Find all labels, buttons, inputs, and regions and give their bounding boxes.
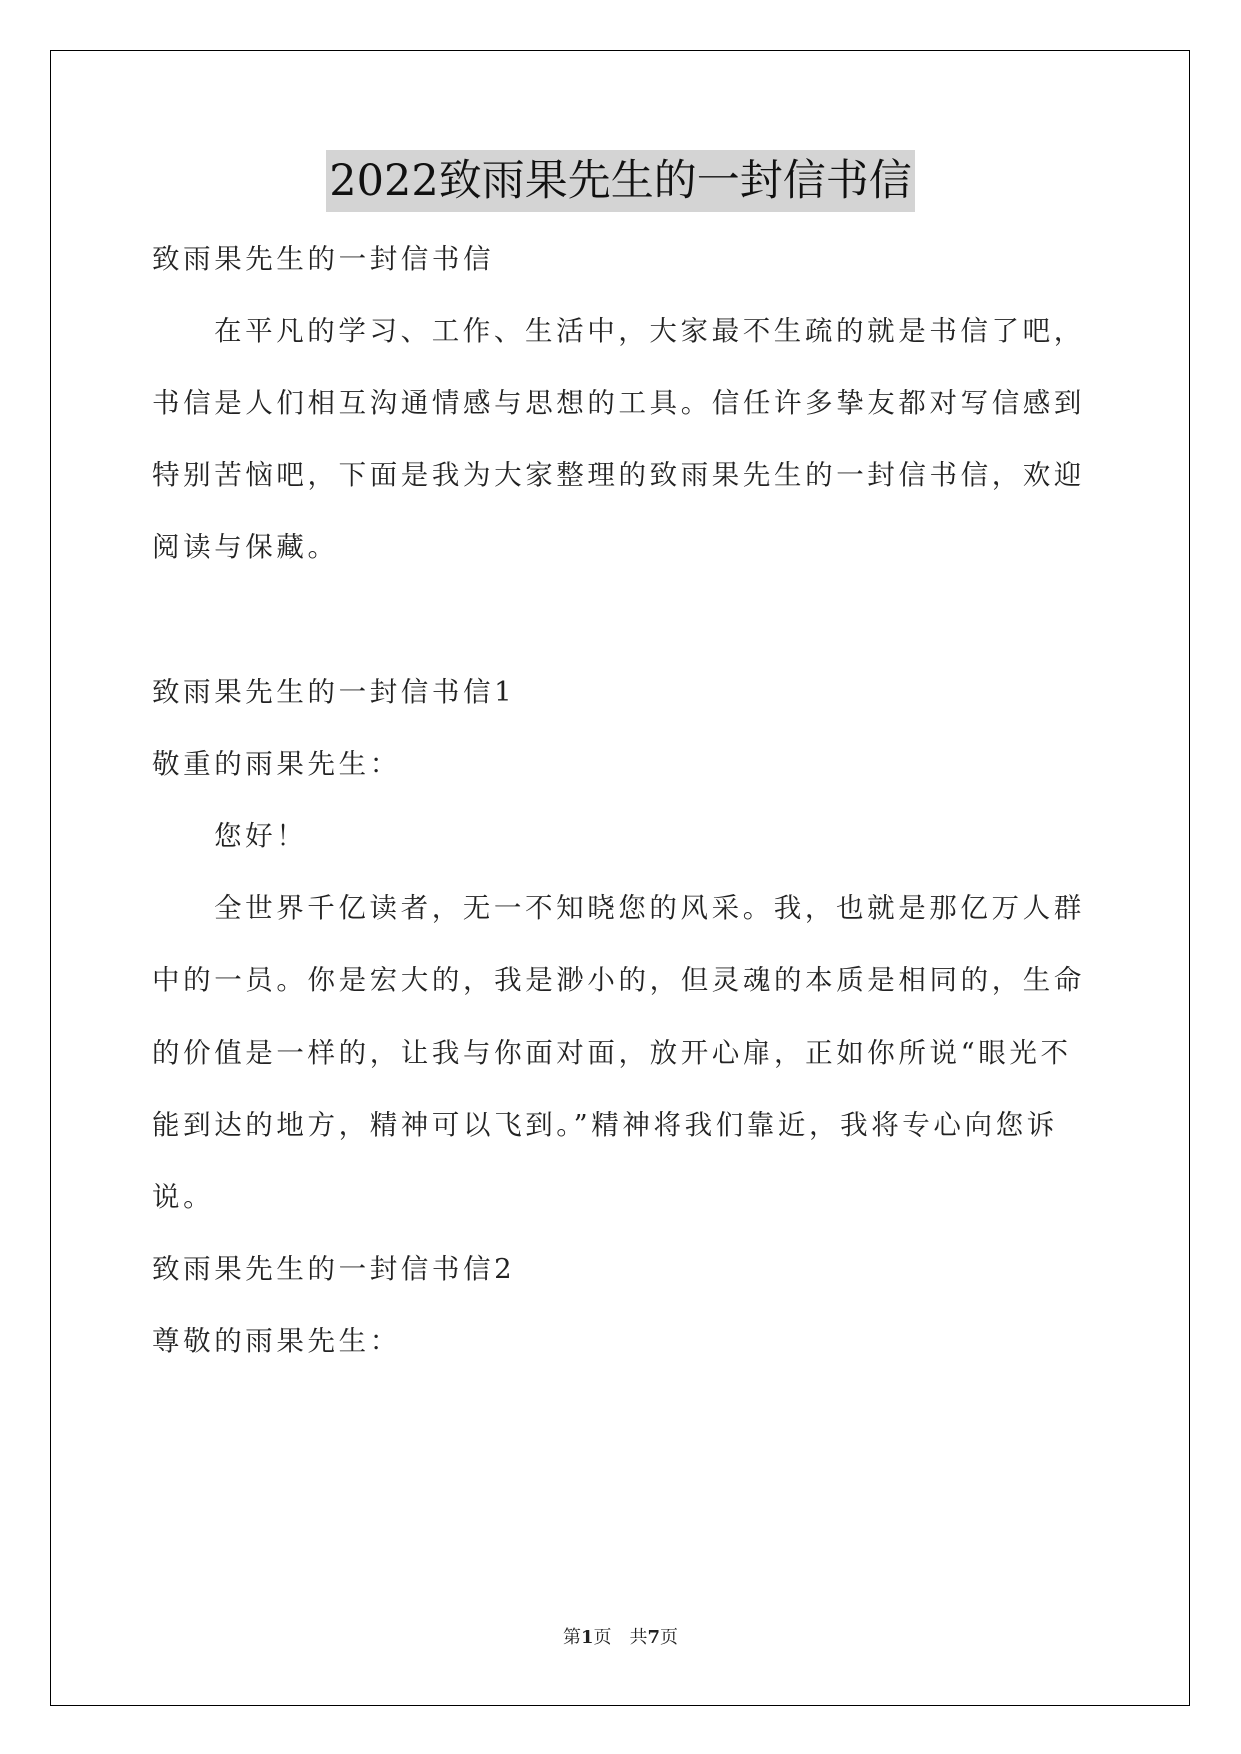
paragraph-line: 在平凡的学习、工作、生活中，大家最不生疏的就是书信了吧， bbox=[214, 315, 1085, 347]
title-wrapper bbox=[0, 150, 1241, 212]
letter2-salutation: 尊敬的雨果先生： bbox=[152, 1325, 401, 1357]
document-title: 2022致雨果先生的一封信书信 bbox=[326, 150, 914, 212]
paragraph-line: 书信是人们相互沟通情感与思想的工具。信任许多挚友都对写信感到 bbox=[152, 387, 1085, 419]
page-footer bbox=[0, 1626, 1241, 1650]
letter1-heading: 致雨果先生的一封信书信1 bbox=[152, 676, 516, 708]
page-border bbox=[50, 50, 1190, 1706]
total-suffix: 页 bbox=[660, 1627, 679, 1648]
letter1-salutation: 敬重的雨果先生： bbox=[152, 748, 401, 780]
total-prefix: 共 bbox=[629, 1627, 648, 1648]
letter1-greeting: 您好！ bbox=[214, 820, 308, 852]
paragraph-line: 全世界千亿读者，无一不知晓您的风采。我，也就是那亿万人群 bbox=[214, 892, 1085, 924]
page-prefix: 第 bbox=[562, 1627, 581, 1648]
current-page-number: 1 bbox=[580, 1627, 594, 1648]
intro-heading: 致雨果先生的一封信书信 bbox=[152, 243, 495, 275]
letter2-heading: 致雨果先生的一封信书信2 bbox=[152, 1253, 516, 1285]
total-page-number: 7 bbox=[647, 1627, 661, 1648]
paragraph-line: 阅读与保藏。 bbox=[152, 531, 339, 563]
paragraph-line: 的价值是一样的，让我与你面对面，放开心扉，正如你所说“眼光不 bbox=[152, 1037, 1072, 1069]
paragraph-line: 能到达的地方，精神可以飞到。”精神将我们靠近，我将专心向您诉 bbox=[152, 1109, 1058, 1141]
page-suffix: 页 bbox=[593, 1627, 612, 1648]
paragraph-line: 中的一员。你是宏大的，我是渺小的，但灵魂的本质是相同的，生命 bbox=[152, 964, 1085, 996]
paragraph-line: 说。 bbox=[152, 1181, 215, 1213]
paragraph-line: 特别苦恼吧，下面是我为大家整理的致雨果先生的一封信书信，欢迎 bbox=[152, 459, 1085, 491]
